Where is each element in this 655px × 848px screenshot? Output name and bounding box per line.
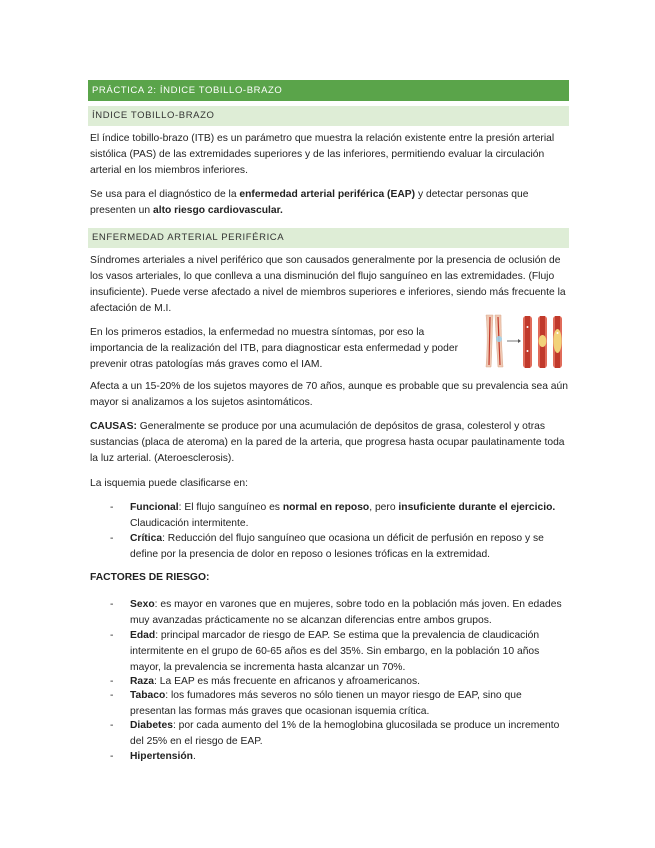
artery-occlusion-illustration (478, 313, 568, 371)
list-item-raza: - Raza: La EAP es más frecuente en africanos y afroamericanos. (110, 676, 420, 687)
list-item-tabaco: - Tabaco: los fumadores más severos no sólo tienen un mayor riesgo de EAP, sino que presentan las formas más graves que ocasionan isquemia crítica. (110, 690, 522, 717)
section-title-eap: ENFERMEDAD ARTERIAL PERIFÉRICA (92, 232, 285, 243)
eap-prevalence: Afecta a un 15-20% de los sujetos mayores de 70 años, aunque es probable que su prevalencia sea aún mayor si analizamos a los sujetos asintomáticos. (90, 381, 568, 408)
list-item-hipertension: - Hipertensión. (110, 751, 196, 762)
itb-usage: Se usa para el diagnóstico de la enfermedad arterial periférica (EAP) y detectar personas que presenten un alto riesgo cardiovascular. (90, 189, 529, 216)
eap-causes: CAUSAS: Generalmente se produce por una acumulación de depósitos de grasa, colesterol y otras sustancias (placa de ateroma) en la pared de la arteria, que progresa hasta ocupar paulatinamente toda la luz arterial. (Ateroesclerosis). (90, 421, 565, 464)
list-item-critica: - Crítica: Reducción del flujo sanguíneo que ocasiona un déficit de perfusión en reposo y se define por la presencia de dolor en reposo o lesiones tróficas en la extremidad. (110, 533, 544, 560)
isquemia-intro: La isquemia puede clasificarse en: (90, 478, 248, 489)
eap-definition: Síndromes arteriales a nivel periférico que son causados generalmente por la presencia de oclusión de los vasos arteriales, lo que conlleva a una disminución del flujo sanguíneo en las extremidades. (Flujo insuficiente). Puede verse afectado a nivel de miembros superiores e inferiores, siendo más frecuente la afectación de M.I. (90, 255, 566, 314)
eap-early-stages: En los primeros estadios, la enfermedad no muestra síntomas, por eso la importancia de la realización del ITB, para diagnosticar esta enfermedad y poder prevenir otras patologías más graves como el IAM. (90, 327, 459, 370)
section-header-itb (88, 106, 569, 126)
list-item-edad: - Edad: principal marcador de riesgo de EAP. Se estima que la prevalencia de claudicación intermitente en el grupo de 60-65 años es del 35%. Sin embargo, en la población 10 años mayor, la prevalencia se incrementa hasta alcanzar un 70%. (110, 630, 540, 673)
practice-title: PRÁCTICA 2: ÍNDICE TOBILLO-BRAZO (92, 85, 283, 96)
section-header-eap (88, 228, 569, 248)
list-item-sexo: - Sexo: es mayor en varones que en mujeres, sobre todo en la población más joven. En edades muy avanzadas prácticamente no se alcanzan diferencias entre ambos grupos. (110, 599, 562, 626)
risk-factors-title: FACTORES DE RIESGO: (90, 572, 210, 583)
section-title-itb: ÍNDICE TOBILLO-BRAZO (92, 110, 215, 121)
itb-definition: El índice tobillo-brazo (ITB) es un parámetro que muestra la relación existente entre la presión arterial sistólica (PAS) de las extremidades superiores y de las inferiores, permitiendo evaluar la circulación arterial en los miembros inferiores. (90, 133, 555, 176)
list-item-diabetes: - Diabetes: por cada aumento del 1% de la hemoglobina glucosilada se produce un incremento del 25% en el riesgo de EAP. (110, 720, 560, 747)
list-item-funcional: - Funcional: El flujo sanguíneo es normal en reposo, pero insuficiente durante el ejercicio. Claudicación intermitente. (110, 502, 556, 529)
practice-title-bar (88, 80, 569, 101)
